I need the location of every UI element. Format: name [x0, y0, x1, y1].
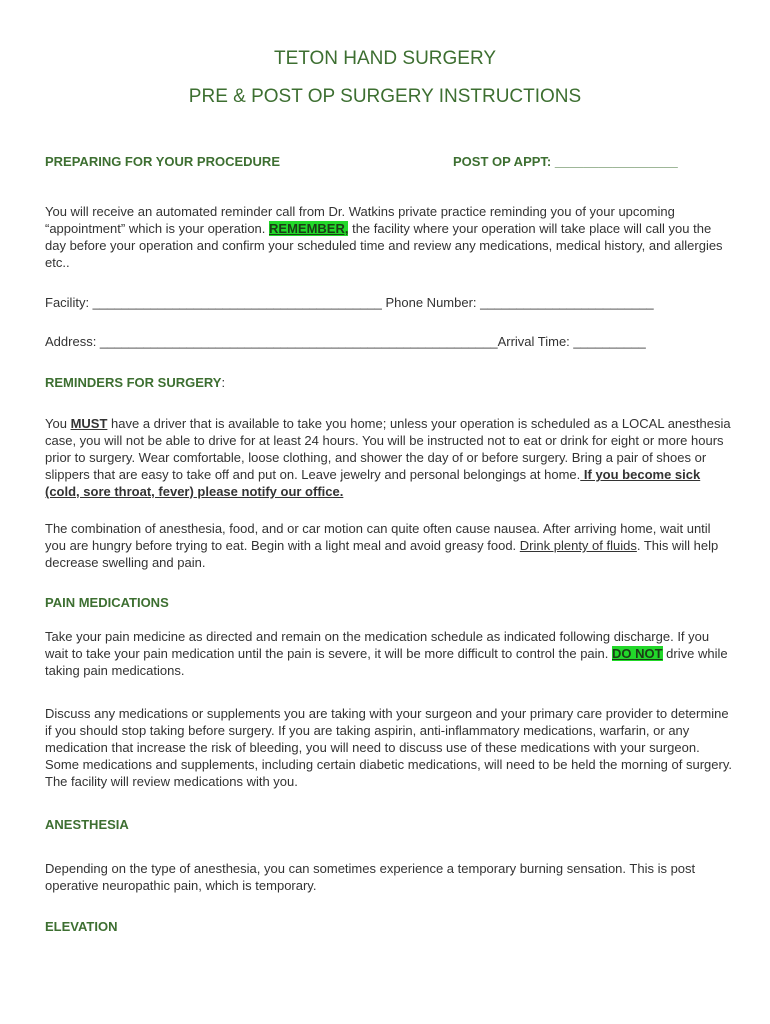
nausea-paragraph: The combination of anesthesia, food, and or car motion can quite often cause nausea. After arriving home, wait until you are hungry before trying to eat. Begin with a light meal and avoid greasy food. Drink plenty of fluids. This will help decrease swelling and pain.	[45, 521, 719, 570]
reminder-call-paragraph: You will receive an automated reminder call from Dr. Watkins private practice reminding you of your upcoming “appointment” which is your operation. REMEMBER, the facility where your operation will take place will call you the day before your operation and confirm your scheduled time and review any medications, medical history, and allergies etc..	[45, 204, 723, 270]
do-not-highlight: DO NOT	[612, 646, 663, 661]
pain-medications-heading: PAIN MEDICATIONS	[45, 595, 169, 610]
remember-highlight: REMEMBER,	[269, 221, 349, 236]
facility-phone-line: Facility: ________________________________________ Phone Number: ________________________	[45, 295, 654, 310]
anesthesia-heading: ANESTHESIA	[45, 817, 129, 832]
pain-medicine-paragraph: Take your pain medicine as directed and remain on the medication schedule as indicated following discharge. If you wait to take your pain medication until the pain is severe, it will be more difficult to control the pain. DO NOT drive while taking pain medications.	[45, 629, 728, 678]
sick-notice: If you become sick (cold, sore throat, fever) please notify our office.	[45, 467, 701, 499]
postop-appt-field: POST OP APPT: _________________	[453, 154, 678, 169]
preparing-heading: PREPARING FOR YOUR PROCEDURE	[45, 154, 280, 169]
driver-paragraph: You MUST have a driver that is available to take you home; unless your operation is scheduled as a LOCAL anesthesia case, you will not be able to drive for at least 24 hours. You will be instructed not to eat or drink for eight or more hours prior to surgery. Wear comfortable, loose clothing, and shower the day of or before surgery. Bring a pair of shoes or slippers that are easy to take off and put on. Leave jewelry and personal belongings at home. If you become sick (cold, sore throat, fever) please notify our office.	[45, 416, 731, 499]
document-subtitle: PRE & POST OP SURGERY INSTRUCTIONS	[188, 86, 582, 107]
medications-discussion-paragraph: Discuss any medications or supplements you are taking with your surgeon and your primary care provider to determine if you should stop taking before surgery. If you are taking aspirin, anti-inflammatory medications, warfarin, or any medication that increase the risk of bleeding, you will need to discuss use of these medications with your surgeon. Some medications and supplements, including certain diabetic medications, will need to be held the morning of surgery. The facility will review medications with you.	[45, 706, 732, 789]
address-arrival-line: Address: _______________________________________________________Arrival Time: __________	[45, 334, 646, 349]
drink-fluids-emphasis: Drink plenty of fluids	[519, 538, 637, 553]
anesthesia-paragraph: Depending on the type of anesthesia, you can sometimes experience a temporary burning sensation. This is post operative neuropathic pain, which is temporary.	[45, 861, 696, 893]
elevation-heading: ELEVATION	[45, 919, 118, 934]
document-title: TETON HAND SURGERY	[273, 48, 497, 69]
must-emphasis: MUST	[70, 416, 108, 431]
reminders-heading: REMINDERS FOR SURGERY:	[45, 375, 226, 390]
